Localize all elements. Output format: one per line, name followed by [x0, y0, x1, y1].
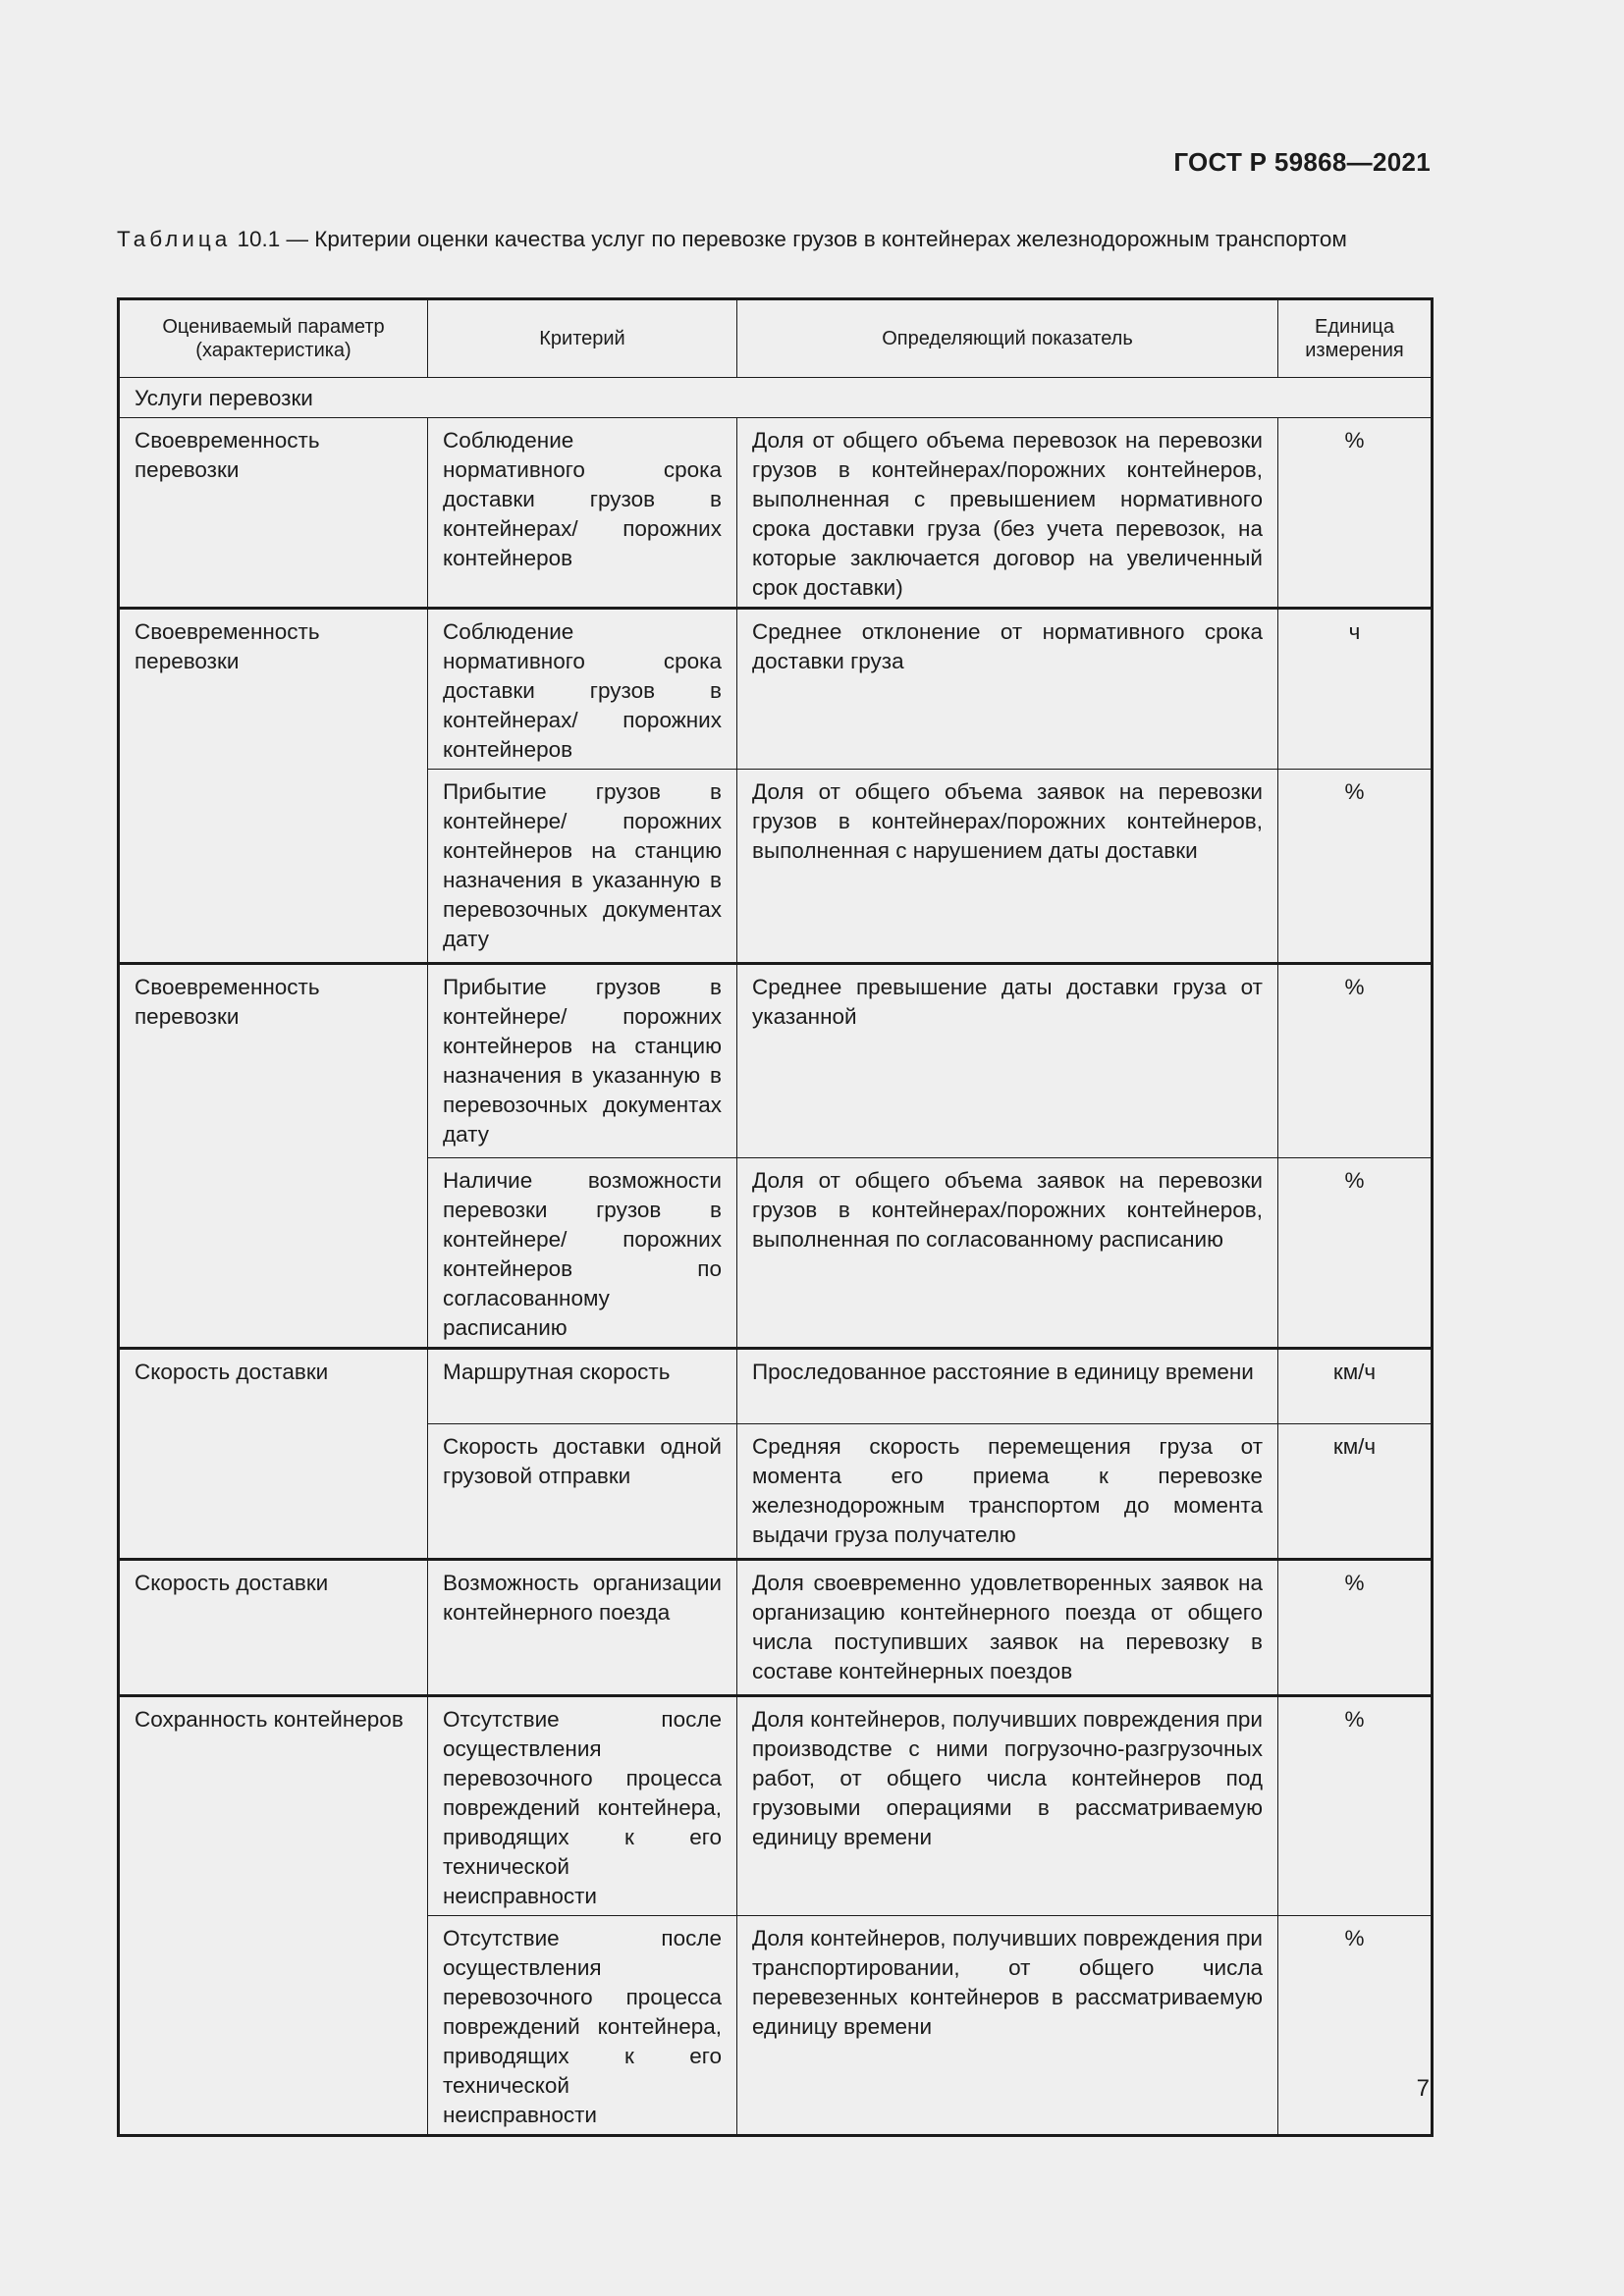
param-cell: Скорость доставки	[119, 1349, 428, 1560]
unit-cell: %	[1278, 1560, 1433, 1696]
criterion-cell: Наличие возможности перевозки грузов в контейнере/ порожних контейнеров по согласованному расписанию	[428, 1158, 737, 1349]
criterion-cell: Соблюдение нормативного срока доставки грузов в контейнерах/ порожних контейнеров	[428, 418, 737, 609]
table-caption	[117, 225, 1431, 253]
table-row	[119, 418, 1433, 609]
indicator-cell: Доля от общего объема заявок на перевозки грузов в контейнерах/порожних контейнеров, выполненная по согласованному расписанию	[737, 1158, 1278, 1349]
indicator-cell: Доля своевременно удовлетворенных заявок на организацию контейнерного поезда от общего числа поступивших заявок на перевозку в составе контейнерных поездов	[737, 1560, 1278, 1696]
header-param: Оцениваемый параметр (характеристика)	[119, 299, 428, 378]
unit-cell: %	[1278, 1916, 1433, 2136]
header-indicator: Определяющий показатель	[737, 299, 1278, 378]
param-cell: Своевременность перевозки	[119, 964, 428, 1349]
indicator-cell: Доля от общего объема перевозок на перевозки грузов в контейнерах/порожних контейнеров, выполненная с превышением нормативного срока доставки груза (без учета перевозок, на которые заключается договор на увеличенный срок доставки)	[737, 418, 1278, 609]
indicator-cell: Доля от общего объема заявок на перевозки грузов в контейнерах/порожних контейнеров, выполненная с нарушением даты доставки	[737, 770, 1278, 964]
indicator-cell: Средняя скорость перемещения груза от момента его приема к перевозке железнодорожным транспортом до момента выдачи груза получателю	[737, 1424, 1278, 1560]
unit-cell: %	[1278, 770, 1433, 964]
indicator-cell: Доля контейнеров, получивших повреждения при производстве с ними погрузочно-разгрузочных работ, от общего числа контейнеров под грузовыми операциями в рассматриваемую единицу времени	[737, 1696, 1278, 1916]
criterion-cell: Возможность организации контейнерного поезда	[428, 1560, 737, 1696]
unit-cell: км/ч	[1278, 1424, 1433, 1560]
criterion-cell: Соблюдение нормативного срока доставки грузов в контейнерах/ порожних контейнеров	[428, 609, 737, 770]
indicator-cell: Среднее превышение даты доставки груза от указанной	[737, 964, 1278, 1158]
unit-cell: %	[1278, 964, 1433, 1158]
criterion-cell: Прибытие грузов в контейнере/ порожних контейнеров на станцию назначения в указанную в перевозочных документах дату	[428, 964, 737, 1158]
param-cell: Сохранность контейнеров	[119, 1696, 428, 2136]
param-cell: Своевременность перевозки	[119, 418, 428, 609]
table-row	[119, 609, 1433, 770]
unit-cell: %	[1278, 1696, 1433, 1916]
unit-cell: %	[1278, 418, 1433, 609]
indicator-cell: Проследованное расстояние в единицу времени	[737, 1349, 1278, 1424]
table-row	[119, 1349, 1433, 1424]
page-number: 7	[1416, 2075, 1430, 2102]
criterion-cell: Прибытие грузов в контейнере/ порожних контейнеров на станцию назначения в указанную в перевозочных документах дату	[428, 770, 737, 964]
unit-cell: ч	[1278, 609, 1433, 770]
header-unit: Единица измерения	[1278, 299, 1433, 378]
param-cell: Своевременность перевозки	[119, 609, 428, 964]
criterion-cell: Отсутствие после осуществления перевозочного процесса повреждений контейнера, приводящих к его технической неисправности	[428, 1916, 737, 2136]
indicator-cell: Среднее отклонение от нормативного срока доставки груза	[737, 609, 1278, 770]
document-code: ГОСТ Р 59868—2021	[1173, 147, 1431, 177]
section-title: Услуги перевозки	[119, 378, 1433, 418]
table-header-row	[119, 299, 1433, 378]
unit-cell: %	[1278, 1158, 1433, 1349]
criterion-cell: Маршрутная скорость	[428, 1349, 737, 1424]
criteria-table	[117, 297, 1434, 2137]
table-caption-text: 10.1 — Критерии оценки качества услуг по перевозке грузов в контейнерах железнодорожным транспортом	[231, 227, 1347, 251]
table-row	[119, 964, 1433, 1158]
section-row	[119, 378, 1433, 418]
unit-cell: км/ч	[1278, 1349, 1433, 1424]
indicator-cell: Доля контейнеров, получивших повреждения при транспортировании, от общего числа перевезенных контейнеров в рассматриваемую единицу времени	[737, 1916, 1278, 2136]
header-criterion: Критерий	[428, 299, 737, 378]
param-cell: Скорость доставки	[119, 1560, 428, 1696]
criterion-cell: Скорость доставки одной грузовой отправки	[428, 1424, 737, 1560]
table-row	[119, 1696, 1433, 1916]
table-caption-label: Таблица	[117, 227, 232, 251]
table-row	[119, 1560, 1433, 1696]
criterion-cell: Отсутствие после осуществления перевозочного процесса повреждений контейнера, приводящих к его технической неисправности	[428, 1696, 737, 1916]
